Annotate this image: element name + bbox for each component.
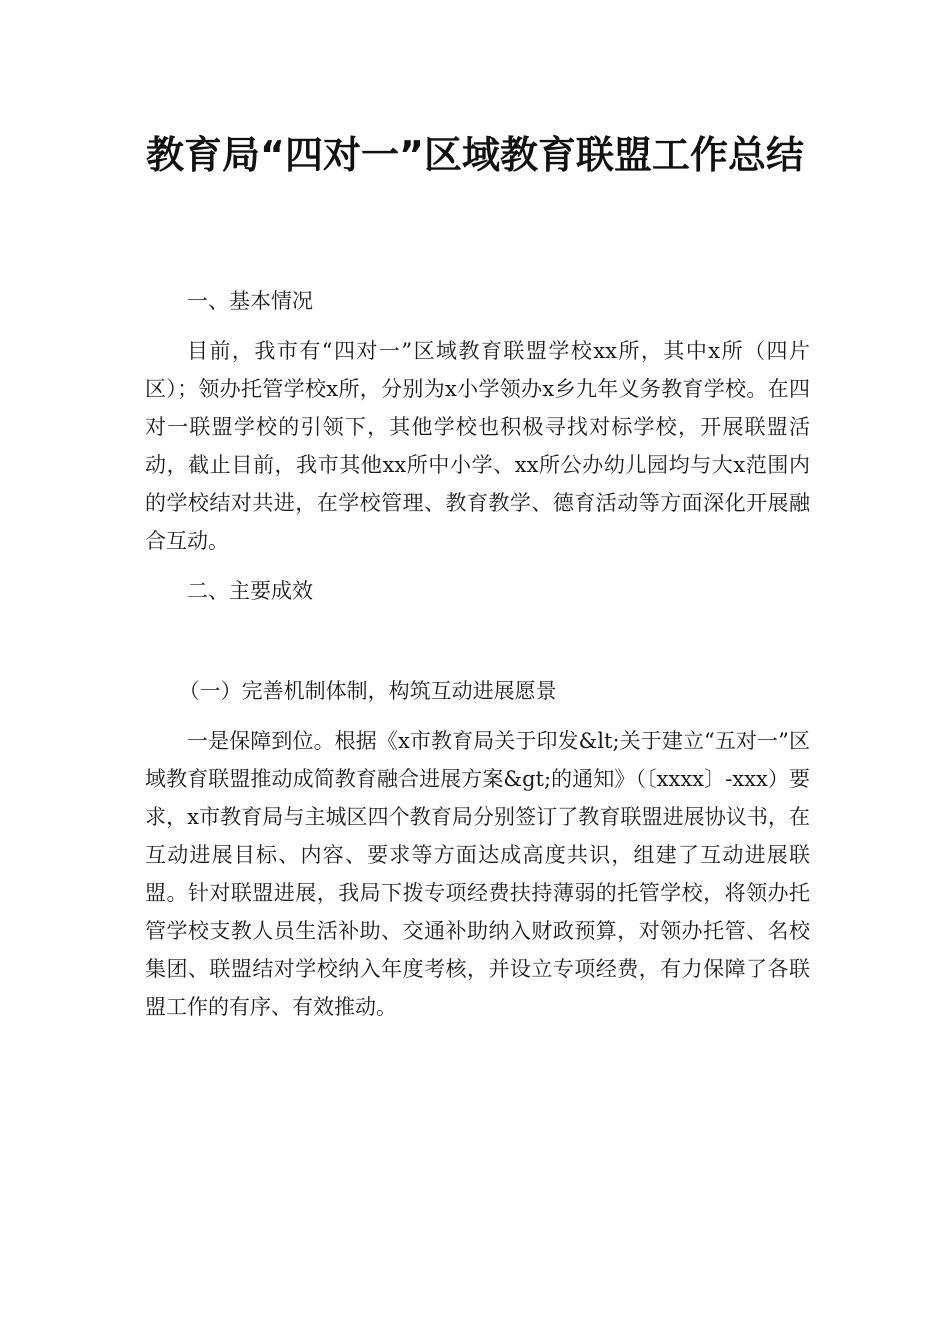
section-heading-basic-situation: 一、基本情况: [187, 289, 313, 313]
subsection-heading-mechanism: （一）完善机制体制，构筑互动进展愿景: [178, 679, 557, 703]
paragraph-guarantee: 一是保障到位。根据《x市教育局关于印发&lt;关于建立“五对一”区域教育联盟推动成简教育融合进展方案&gt;的通知》（〔xxxx〕-xxx）要求，x市教育局与主城区四个教育局分别签订了教育联盟进展协议书，在互动进展目标、内容、要求等方面达成高度共识，组建了互动进展联盟。针对联盟进展，我局下拨专项经费扶持薄弱的托管学校，将领办托管学校支教人员生活补助、交通补助纳入财政预算，对领办托管、名校集团、联盟结对学校纳入年度考核，并设立专项经费，有力保障了各联盟工作的有序、有效推动。: [145, 729, 810, 1019]
document-title: 教育局“四对一”区域教育联盟工作总结: [146, 133, 804, 177]
section-heading-main-results: 二、主要成效: [187, 579, 313, 603]
paragraph-basic-situation: 目前，我市有“四对一”区域教育联盟学校xx所，其中x所（四片区）；领办托管学校x所，分别为x小学领办x乡九年义务教育学校。在四对一联盟学校的引领下，其他学校也积极寻找对标学校，开展联盟活动，截止目前，我市其他xx所中小学、xx所公办幼儿园均与大x范围内的学校结对共进，在学校管理、教育教学、德育活动等方面深化开展融合互动。: [145, 339, 810, 553]
document-body: [145, 282, 810, 1026]
